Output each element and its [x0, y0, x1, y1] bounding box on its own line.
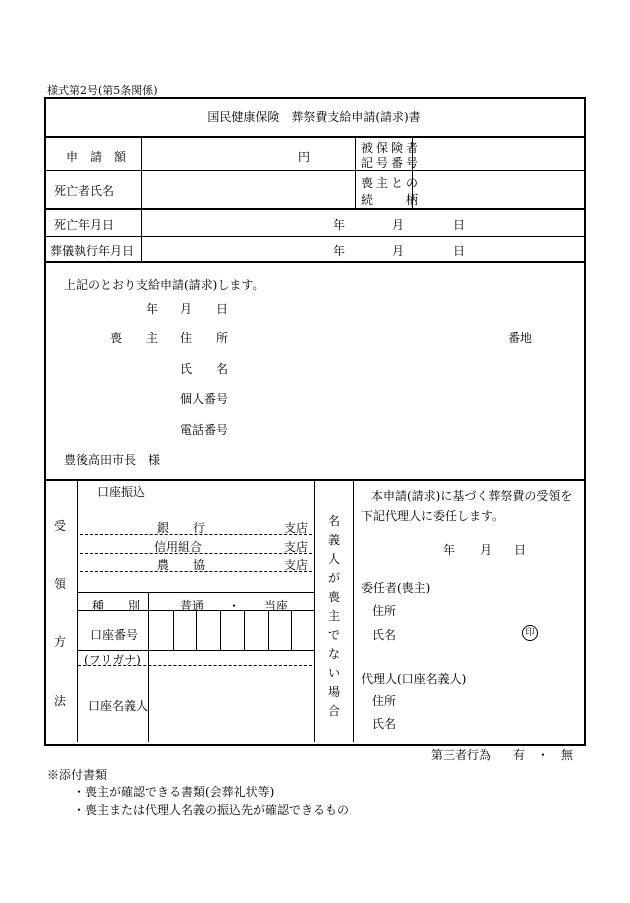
delegation-text-2: 下記代理人に委任します。 [361, 509, 505, 523]
third-party-no[interactable]: 無 [561, 748, 574, 762]
attachments-heading: ※添付書類 [47, 768, 108, 782]
account-number-label: 口座番号 [90, 628, 139, 642]
delegation-vertical-label: 名 義 人 が 喪 主 で な い 場 合 [327, 514, 340, 718]
application-year: 年 [146, 302, 159, 316]
phone-field[interactable] [230, 416, 500, 438]
application-month: 月 [180, 302, 193, 316]
delegation-year: 年 [443, 543, 456, 557]
agri-label: 農 協 [157, 558, 206, 572]
account-type-label: 種 別 [92, 599, 141, 613]
bank-name-field[interactable] [82, 500, 282, 514]
credit-union-label: 信用組合 [154, 540, 203, 554]
banchi-label: 番地 [508, 331, 533, 345]
amount-field[interactable] [146, 142, 291, 166]
bank-branch-label: 支店 [284, 521, 309, 535]
relation-field[interactable] [418, 176, 578, 202]
account-holder-field[interactable] [150, 670, 310, 736]
bank-label: 銀 行 [157, 521, 206, 535]
death-date-label: 死亡年月日 [54, 218, 115, 232]
mourner-label: 喪 主 [110, 331, 159, 345]
agent-label: 代理人(口座名義人) [361, 672, 467, 686]
funeral-month: 月 [392, 244, 405, 258]
agent-name-label: 氏名 [372, 717, 397, 731]
death-year: 年 [333, 218, 346, 232]
seal-mark-icon: 印 [522, 625, 538, 641]
personal-number-label: 個人番号 [180, 392, 229, 406]
form-number: 様式第2号(第5条関係) [47, 84, 158, 97]
receipt-label-4: 法 [54, 694, 67, 708]
form-title: 国民健康保険 葬祭費支給申請(請求)書 [207, 110, 421, 124]
relation-label-1: 喪主との [361, 176, 422, 190]
third-party-separator: ・ [537, 748, 550, 762]
deceased-name-field[interactable] [146, 176, 351, 202]
receipt-label-1: 受 [54, 519, 67, 533]
mourner-name-label: 氏 名 [180, 362, 229, 376]
mourner-name-field[interactable] [230, 355, 500, 377]
receipt-label-3: 方 [54, 635, 67, 649]
delegation-day: 日 [514, 543, 527, 557]
agent-address-field[interactable] [400, 689, 570, 709]
agri-branch-label: 支店 [284, 558, 309, 572]
attachment-item: ・喪主または代理人名義の振込先が確認できるもの [73, 803, 350, 817]
relation-label-2: 続 柄 [361, 193, 422, 207]
third-party-label: 第三者行為 [431, 748, 492, 762]
furigana-field[interactable] [150, 652, 310, 664]
agent-address-label: 住所 [372, 694, 397, 708]
yen-unit: 円 [298, 150, 311, 164]
agent-name-field[interactable] [400, 712, 570, 732]
funeral-year: 年 [333, 244, 346, 258]
account-number-field[interactable] [150, 612, 312, 648]
insured-label-2: 記号番号 [361, 156, 422, 170]
delegator-label: 委任者(喪主) [361, 581, 431, 595]
deceased-name-label: 死亡者氏名 [54, 184, 115, 198]
funeral-day: 日 [453, 244, 466, 258]
death-day: 日 [453, 218, 466, 232]
furigana-label: (フリガナ) [84, 653, 141, 667]
attachment-item: ・喪主が確認できる書類(会葬礼状等) [73, 785, 275, 799]
death-month: 月 [392, 218, 405, 232]
third-party-yes[interactable]: 有 [513, 748, 526, 762]
personal-number-field[interactable] [230, 385, 500, 407]
mourner-address-field[interactable] [230, 324, 500, 346]
account-type-options[interactable]: 普通 ・ 当座 [180, 599, 289, 613]
credit-union-branch-label: 支店 [284, 540, 309, 554]
amount-label: 申 請 額 [66, 150, 127, 164]
mourner-address-label: 住 所 [180, 331, 229, 345]
delegator-name-field[interactable] [400, 623, 515, 643]
delegator-address-field[interactable] [400, 599, 570, 619]
receipt-label-2: 領 [54, 577, 67, 591]
application-statement: 上記のとおり支給申請(請求)します。 [64, 278, 265, 292]
delegation-month: 月 [480, 543, 493, 557]
delegation-text-1: 本申請(請求)に基づく葬祭費の受領を [371, 489, 573, 503]
phone-label: 電話番号 [180, 423, 229, 437]
addressee: 豊後高田市長 様 [64, 453, 161, 467]
application-day: 日 [216, 302, 229, 316]
insured-number-field[interactable] [424, 144, 574, 166]
account-holder-label: 口座名義人 [88, 699, 149, 713]
funeral-date-label: 葬儀執行年月日 [50, 244, 135, 258]
insured-label-1: 被保険者 [361, 141, 422, 155]
delegator-address-label: 住所 [372, 604, 397, 618]
transfer-label: 口座振込 [97, 485, 146, 499]
delegator-name-label: 氏名 [372, 628, 397, 642]
